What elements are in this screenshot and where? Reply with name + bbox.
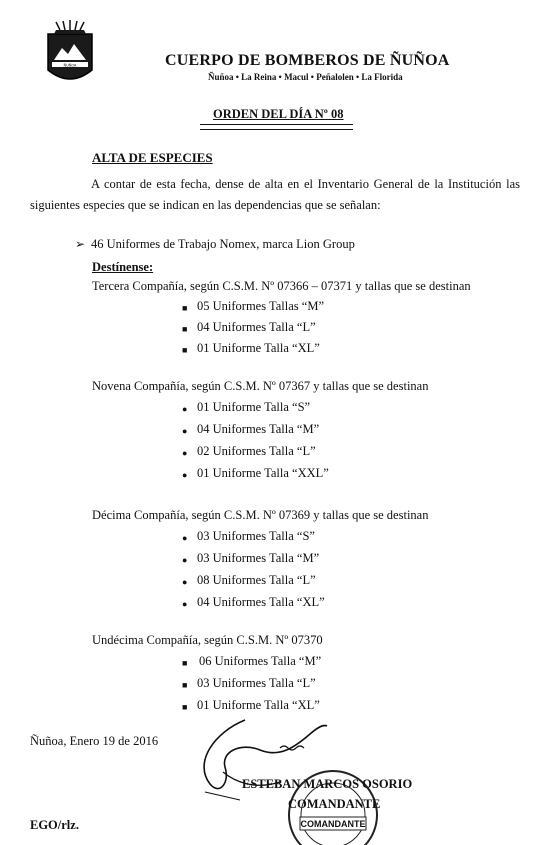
list-item: 04 Uniformes Talla “L”	[197, 320, 316, 334]
list-item: 01 Uniforme Talla “S”	[197, 400, 311, 414]
fire-department-logo	[42, 20, 98, 90]
round-bullet-icon: ●	[182, 555, 188, 565]
company-line: Novena Compañía, según C.S.M. Nº 07367 y tallas que se destinan	[92, 379, 429, 393]
square-bullet-icon: ■	[182, 680, 188, 690]
list-item: 08 Uniformes Talla “L”	[197, 573, 316, 587]
signer-name: ESTEBAN MARCOS OSORIO	[242, 777, 413, 791]
date-line: Ñuñoa, Enero 19 de 2016	[30, 734, 159, 748]
square-bullet-icon: ■	[182, 303, 188, 313]
round-bullet-icon: ●	[182, 426, 188, 436]
organization-name: CUERPO DE BOMBEROS DE ÑUÑOA	[165, 52, 450, 69]
list-item: 01 Uniforme Talla “XXL”	[197, 466, 329, 480]
section-title: ALTA DE ESPECIES	[92, 150, 213, 165]
order-title: ORDEN DEL DÍA Nº 08	[213, 107, 344, 121]
item-description: 46 Uniformes de Trabajo Nomex, marca Lion Group	[91, 237, 355, 251]
round-bullet-icon: ●	[182, 533, 188, 543]
round-bullet-icon: ●	[182, 470, 188, 480]
list-item: 06 Uniformes Talla “M”	[199, 654, 322, 668]
list-item: 04 Uniformes Talla “M”	[197, 422, 320, 436]
list-item: 03 Uniformes Talla “M”	[197, 551, 320, 565]
list-item: 01 Uniforme Talla “XL”	[197, 341, 320, 355]
square-bullet-icon: ■	[182, 345, 188, 355]
round-bullet-icon: ●	[182, 404, 188, 414]
destinense-heading: Destínense:	[92, 260, 154, 274]
round-bullet-icon: ●	[182, 448, 188, 458]
list-item: 04 Uniformes Talla “XL”	[197, 595, 325, 609]
intro-paragraph: A contar de esta fecha, dense de alta en el Inventario General de la Institución las siguientes especies que se indican en las dependencias que se señalan:	[30, 177, 520, 212]
round-bullet-icon: ●	[182, 577, 188, 587]
organization-communes: Ñuñoa • La Reina • Macul • Peñalolen • La Florida	[208, 72, 403, 82]
title-double-rule	[200, 124, 353, 130]
company-line: Décima Compañía, según C.S.M. Nº 07369 y tallas que se destinan	[92, 508, 429, 522]
signer-role: COMANDANTE	[288, 797, 381, 811]
arrow-bullet-icon: ➢	[75, 237, 86, 251]
company-line: Tercera Compañía, según C.S.M. Nº 07366 – 07371 y tallas que se destinan	[92, 279, 471, 293]
reference-initials: EGO/rlz.	[30, 818, 79, 832]
square-bullet-icon: ■	[182, 324, 188, 334]
list-item: 03 Uniformes Talla “L”	[197, 676, 316, 690]
company-line: Undécima Compañía, según C.S.M. Nº 07370	[92, 633, 323, 647]
round-bullet-icon: ●	[182, 599, 188, 609]
svg-text:ÑUÑOA: ÑUÑOA	[63, 63, 77, 68]
square-bullet-icon: ■	[182, 658, 188, 668]
list-item: 02 Uniformes Talla “L”	[197, 444, 316, 458]
square-bullet-icon: ■	[182, 702, 188, 712]
list-item: 01 Uniforme Talla “XL”	[197, 698, 320, 712]
svg-text:COMANDANTE: COMANDANTE	[300, 819, 366, 829]
list-item: 03 Uniformes Talla “S”	[197, 529, 315, 543]
list-item: 05 Uniformes Tallas “M”	[197, 299, 324, 313]
